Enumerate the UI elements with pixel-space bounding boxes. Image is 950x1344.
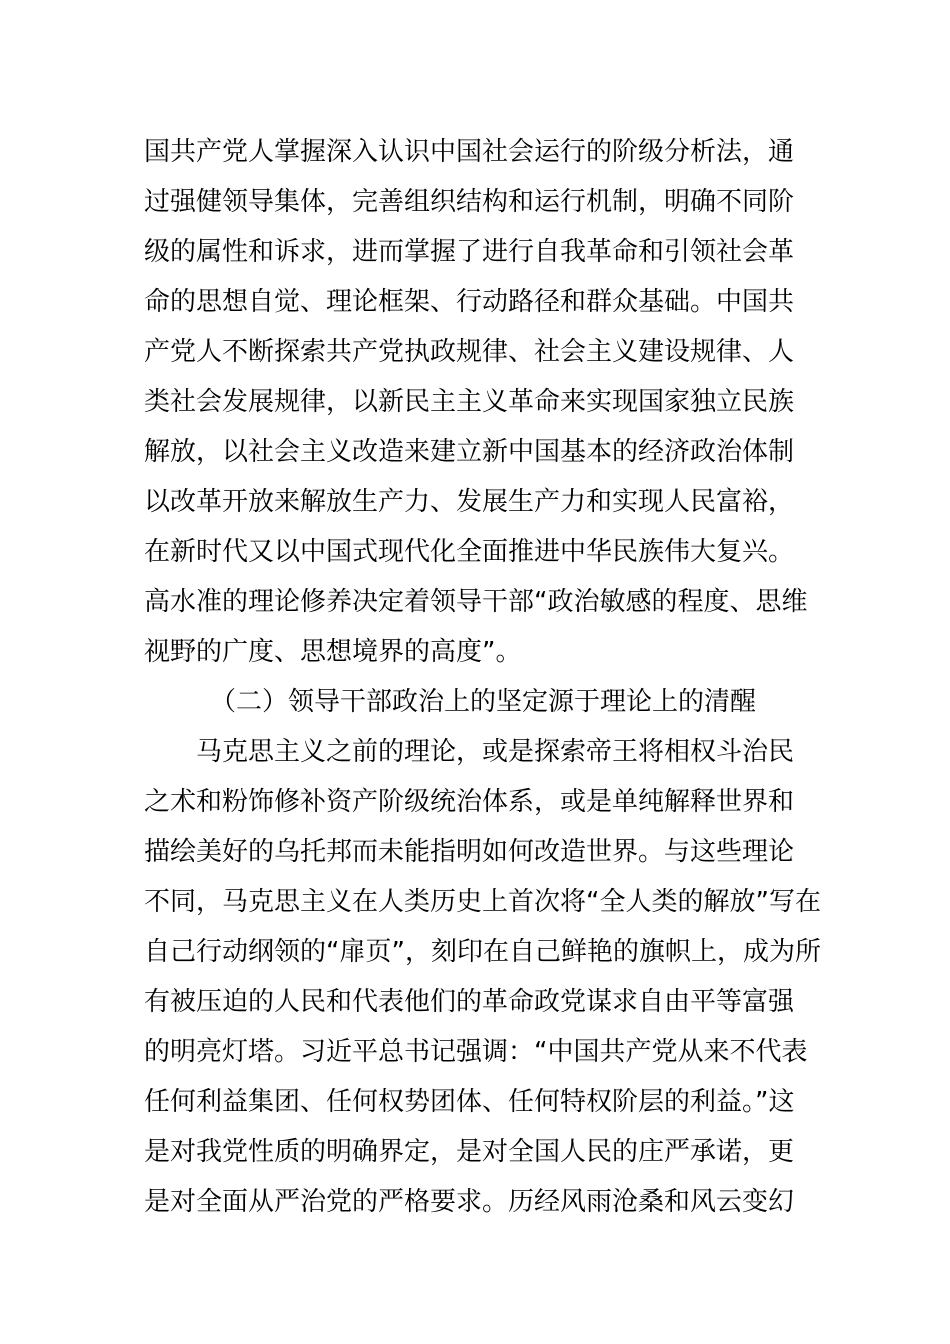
paragraph-line: 视野的广度、思想境界的高度”。 — [144, 637, 522, 667]
paragraph-line: 过强健领导集体，完善组织结构和运行机制，明确不同阶 — [144, 187, 795, 217]
paragraph-line: 是对全面从严治党的严格要求。历经风雨沧桑和风云变幻 — [144, 1187, 795, 1217]
paragraph-line: 不同，马克思主义在人类历史上首次将“全人类的解放”写在 — [144, 887, 821, 917]
paragraph-line: 在新时代又以中国式现代化全面推进中华民族伟大复兴。 — [144, 537, 795, 567]
section-heading: （二）领导干部政治上的坚定源于理论上的清醒 — [210, 687, 757, 717]
paragraph-line: 产党人不断探索共产党执政规律、社会主义建设规律、人 — [144, 337, 795, 367]
document-body — [144, 127, 824, 1227]
paragraph-line: 是对我党性质的明确界定，是对全国人民的庄严承诺，更 — [144, 1137, 795, 1167]
paragraph-line: 的明亮灯塔。习近平总书记强调：“中国共产党从来不代表 — [144, 1037, 808, 1067]
paragraph-line: 有被压迫的人民和代表他们的革命政党谋求自由平等富强 — [144, 987, 795, 1017]
paragraph-line: 解放，以社会主义改造来建立新中国基本的经济政治体制 — [144, 437, 795, 467]
paragraph-line: 命的思想自觉、理论框架、行动路径和群众基础。中国共 — [144, 287, 795, 317]
paragraph-line: 之术和粉饰修补资产阶级统治体系，或是单纯解释世界和 — [144, 787, 795, 817]
paragraph-line: 任何利益集团、任何权势团体、任何特权阶层的利益。”这 — [144, 1087, 795, 1117]
paragraph-line: 自己行动纲领的“扉页”，刻印在自己鲜艳的旗帜上，成为所 — [144, 937, 821, 967]
paragraph-line: 级的属性和诉求，进而掌握了进行自我革命和引领社会革 — [144, 237, 795, 267]
paragraph-line: 类社会发展规律，以新民主主义革命来实现国家独立民族 — [144, 387, 795, 417]
paragraph-line: 国共产党人掌握深入认识中国社会运行的阶级分析法，通 — [144, 137, 795, 167]
paragraph-line: 高水准的理论修养决定着领导干部“政治敏感的程度、思维 — [144, 587, 808, 617]
paragraph-line: 马克思主义之前的理论，或是探索帝王将相权斗治民 — [196, 737, 795, 767]
paragraph-line: 以改革开放来解放生产力、发展生产力和实现人民富裕， — [144, 487, 795, 517]
paragraph-line: 描绘美好的乌托邦而未能指明如何改造世界。与这些理论 — [144, 837, 795, 867]
